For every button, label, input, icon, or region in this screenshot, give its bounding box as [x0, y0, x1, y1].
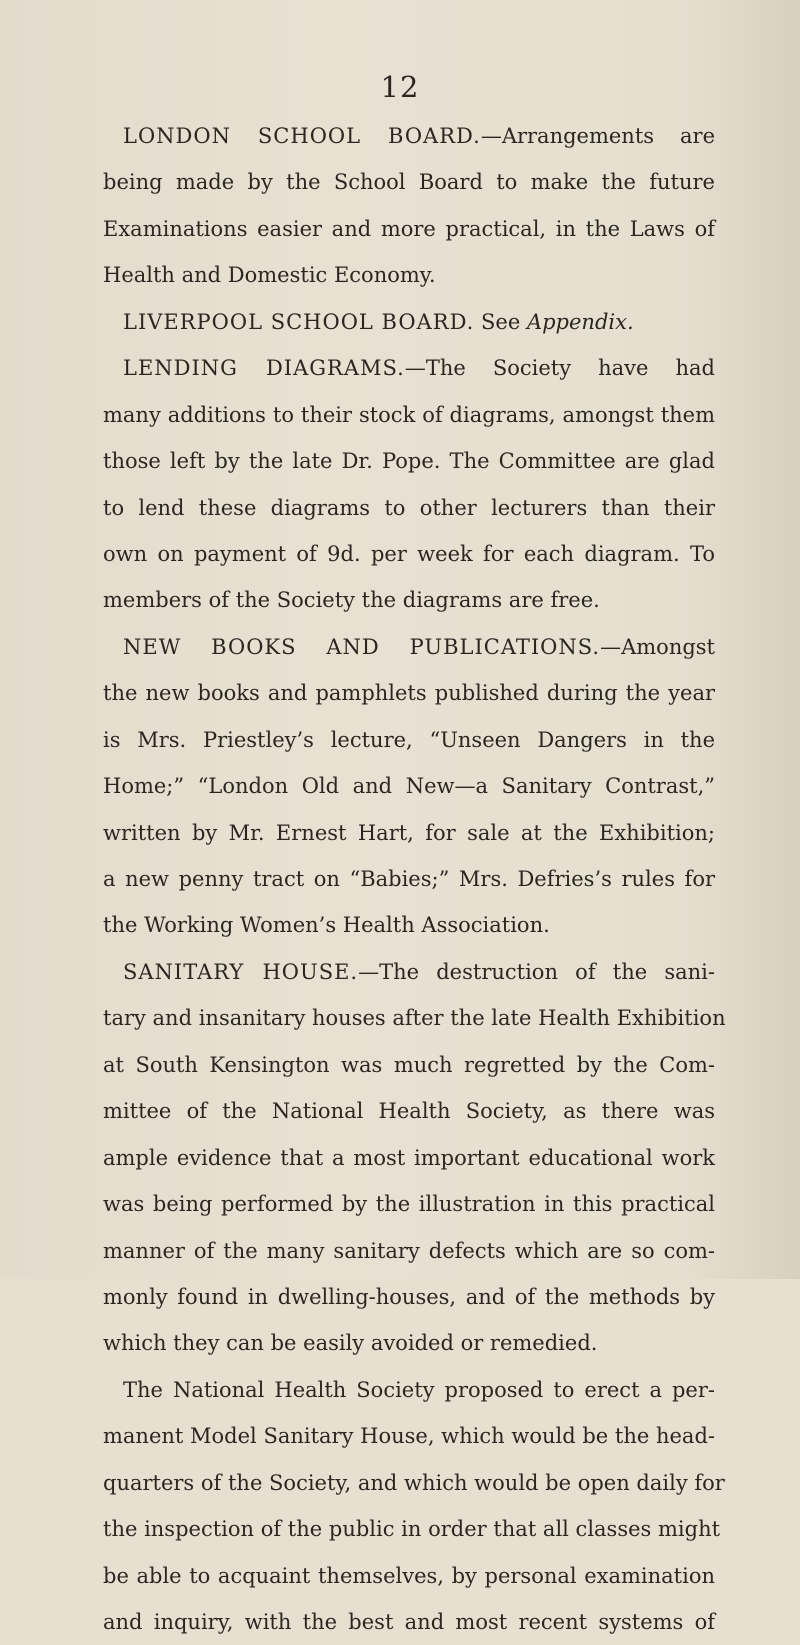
text-run: those left by the late Dr. Pope. The Committee are glad [103, 449, 715, 474]
text-run: —Arrangements are [480, 124, 715, 148]
text-line [103, 1460, 725, 1506]
text-run: ample evidence that a most important educational work [103, 1145, 715, 1170]
text-run: a new penny tract on “Babies;” Mrs. Defries’s rules for [103, 867, 715, 891]
text-run: written by Mr. Ernest Hart, for sale at the Exhibition; [103, 820, 715, 845]
italic-text: Appendix. [526, 309, 634, 334]
text-line [103, 531, 715, 577]
text-line [103, 670, 715, 716]
text-line [103, 392, 715, 438]
text-line [103, 1181, 715, 1227]
text-line [103, 299, 715, 345]
text-line [103, 438, 715, 484]
text-line [103, 345, 715, 391]
text-run: own on payment of 9d. per week for each diagram. To [103, 541, 715, 566]
text-line [103, 1506, 721, 1552]
text-run: —The destruction of the sani- [358, 959, 715, 984]
text-run: —The Society have had [404, 356, 715, 381]
text-line [103, 810, 715, 856]
text-run: be able to acquaint themselves, by personal examination [103, 1563, 715, 1588]
text-run: members of the Society the diagrams are free. [103, 588, 600, 613]
text-line [103, 949, 715, 995]
text-line [103, 577, 715, 623]
text-line [103, 763, 715, 809]
text-run: the Working Women’s Health Association. [103, 913, 550, 938]
text-line [103, 1228, 715, 1274]
text-run: was being performed by the illustration in this practical [103, 1192, 715, 1217]
text-line [103, 159, 715, 205]
text-run: being made by the School Board to make the future [103, 170, 715, 195]
text-run: is Mrs. Priestley’s lecture, “Unseen Dangers in the [103, 727, 715, 752]
text-line [103, 1320, 715, 1366]
section-heading: LIVERPOOL SCHOOL BOARD. [123, 309, 475, 334]
text-run: monly found in dwelling-houses, and of the methods by [103, 1284, 715, 1309]
body-text [103, 113, 726, 1645]
text-line [103, 1135, 715, 1181]
text-line [103, 856, 715, 902]
text-run: and inquiry, with the best and most recent systems of [103, 1610, 715, 1634]
text-run: Health and Domestic Economy. [103, 263, 436, 288]
text-run: Examinations easier and more practical, in the Laws of [103, 216, 715, 241]
text-run: —Amongst [600, 634, 715, 659]
text-line [103, 717, 715, 763]
text-run: The National Health Society proposed to erect a per- [123, 1377, 715, 1402]
text-line [103, 1088, 715, 1134]
text-run: Home;” “London Old and New—a Sanitary Contrast,” [103, 774, 715, 799]
text-run: many additions to their stock of diagrams, amongst them [103, 402, 715, 427]
section-heading: LONDON SCHOOL BOARD. [123, 124, 481, 148]
section-heading: LENDING DIAGRAMS. [123, 356, 405, 381]
text-run: tary and insanitary houses after the late Health Exhibition [103, 1006, 726, 1031]
text-line [103, 902, 715, 948]
text-run: the inspection of the public in order that all classes might [103, 1517, 721, 1542]
text-run: to lend these diagrams to other lecturers than their [103, 495, 715, 520]
text-line [103, 995, 726, 1041]
section-heading: SANITARY HOUSE. [123, 959, 359, 984]
text-run: at South Kensington was much regretted by the Com- [103, 1052, 715, 1077]
text-line [103, 1599, 715, 1645]
text-run: mittee of the National Health Society, as there was [103, 1099, 715, 1124]
text-run: manent Model Sanitary House, which would be the head- [103, 1424, 715, 1449]
text-line [103, 485, 715, 531]
text-run: the new books and pamphlets published during the year [103, 681, 715, 706]
text-run: See [474, 309, 527, 334]
text-line [103, 1413, 715, 1459]
text-line [103, 113, 715, 159]
text-line [103, 1367, 715, 1413]
page-number: 12 [380, 70, 420, 104]
text-run: which they can be easily avoided or remedied. [103, 1331, 598, 1356]
text-line [103, 624, 715, 670]
text-line [103, 1042, 715, 1088]
text-line [103, 1553, 715, 1599]
text-line [103, 1274, 715, 1320]
text-line [103, 206, 715, 252]
text-run: quarters of the Society, and which would be open daily for [103, 1470, 725, 1495]
section-heading: NEW BOOKS AND PUBLICATIONS. [123, 634, 601, 659]
text-line [103, 252, 715, 298]
text-run: manner of the many sanitary defects which are so com- [103, 1238, 715, 1263]
